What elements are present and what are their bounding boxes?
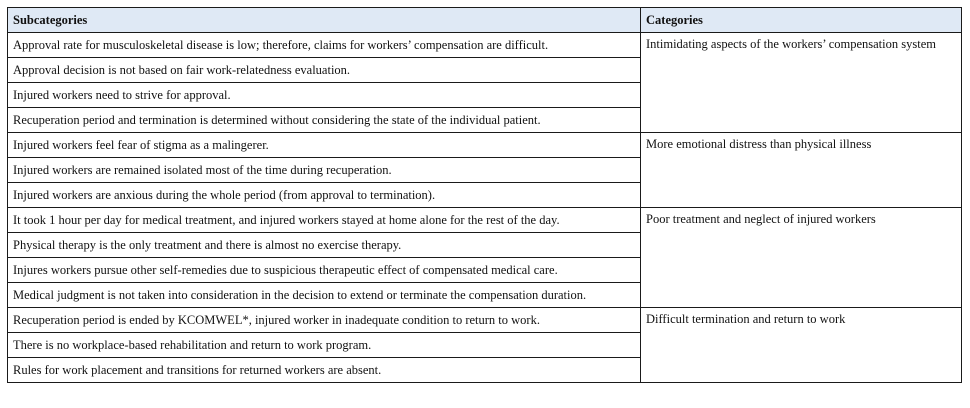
categories-table xyxy=(7,7,962,383)
subcategory-cell: There is no workplace-based rehabilitation and return to work program. xyxy=(8,333,641,358)
subcategory-cell: Injured workers feel fear of stigma as a malingerer. xyxy=(8,133,641,158)
subcategory-cell: Recuperation period and termination is determined without considering the state of the individual patient. xyxy=(8,108,641,133)
header-row xyxy=(8,8,962,33)
subcategory-cell: Physical therapy is the only treatment and there is almost no exercise therapy. xyxy=(8,233,641,258)
table-row xyxy=(8,133,962,158)
subcategory-cell: Injures workers pursue other self-remedies due to suspicious therapeutic effect of compensated medical care. xyxy=(8,258,641,283)
category-cell: Difficult termination and return to work xyxy=(641,308,962,383)
subcategory-cell: Injured workers are remained isolated most of the time during recuperation. xyxy=(8,158,641,183)
subcategory-cell: It took 1 hour per day for medical treatment, and injured workers stayed at home alone for the rest of the day. xyxy=(8,208,641,233)
subcategory-cell: Rules for work placement and transitions for returned workers are absent. xyxy=(8,358,641,383)
subcategory-cell: Injured workers are anxious during the whole period (from approval to termination). xyxy=(8,183,641,208)
table-row xyxy=(8,208,962,233)
subcategory-cell: Medical judgment is not taken into consideration in the decision to extend or terminate the compensation duration. xyxy=(8,283,641,308)
subcategories-header: Subcategories xyxy=(8,8,641,33)
table-row xyxy=(8,33,962,58)
subcategory-cell: Approval decision is not based on fair work-relatedness evaluation. xyxy=(8,58,641,83)
table-row xyxy=(8,308,962,333)
category-cell: Intimidating aspects of the workers’ compensation system xyxy=(641,33,962,133)
categories-header: Categories xyxy=(641,8,962,33)
subcategory-cell: Injured workers need to strive for approval. xyxy=(8,83,641,108)
table-header xyxy=(8,8,962,33)
subcategory-cell: Approval rate for musculoskeletal disease is low; therefore, claims for workers’ compensation are difficult. xyxy=(8,33,641,58)
category-cell: More emotional distress than physical illness xyxy=(641,133,962,208)
category-cell: Poor treatment and neglect of injured workers xyxy=(641,208,962,308)
subcategory-cell: Recuperation period is ended by KCOMWEL*, injured worker in inadequate condition to return to work. xyxy=(8,308,641,333)
table-body xyxy=(8,33,962,383)
